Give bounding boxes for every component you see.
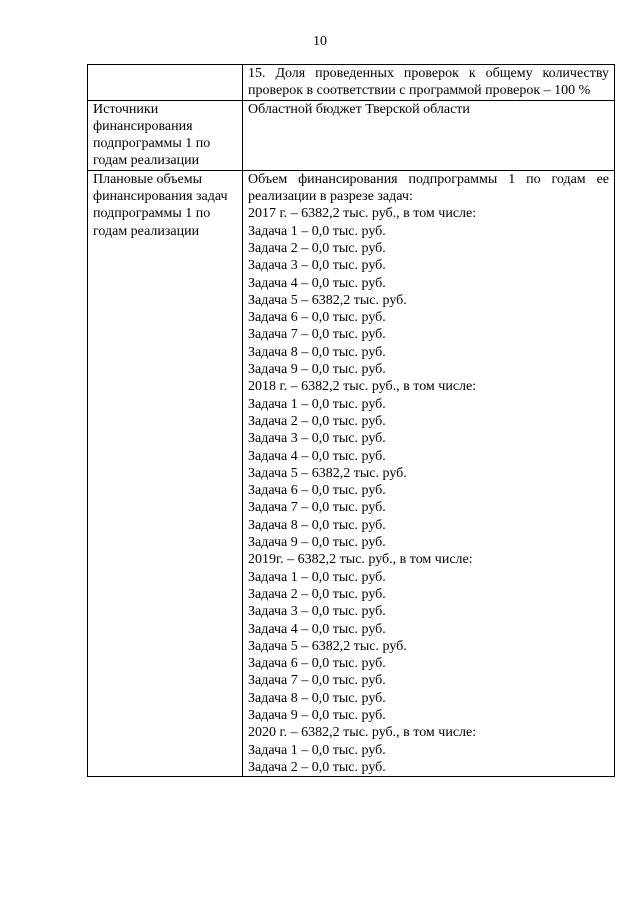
table-row xyxy=(88,100,615,170)
task-line: Задача 5 – 6382,2 тыс. руб. xyxy=(248,292,407,308)
table-row xyxy=(88,170,615,776)
task-line: Задача 2 – 0,0 тыс. руб. xyxy=(248,413,386,429)
task-line: Задача 9 – 0,0 тыс. руб. xyxy=(248,707,386,723)
task-line: Задача 5 – 6382,2 тыс. руб. xyxy=(248,638,407,654)
task-line: Задача 4 – 0,0 тыс. руб. xyxy=(248,448,386,464)
financing-intro: Объем финансирования подпрограммы 1 по годам ее реализации в разрезе задач: xyxy=(248,171,609,205)
years-list xyxy=(248,205,609,776)
task-line: Задача 7 – 0,0 тыс. руб. xyxy=(248,500,386,516)
row-label: Источники финансирования подпрограммы 1 по годам реализации xyxy=(88,100,243,170)
task-line: Задача 1 – 0,0 тыс. руб. xyxy=(248,396,386,412)
task-line: Задача 7 – 0,0 тыс. руб. xyxy=(248,673,386,689)
task-line: Задача 9 – 0,0 тыс. руб. xyxy=(248,362,386,378)
task-line: Задача 8 – 0,0 тыс. руб. xyxy=(248,517,386,533)
passport-table xyxy=(87,64,615,777)
year-header: 2018 г. – 6382,2 тыс. руб., в том числе: xyxy=(248,379,477,395)
task-line: Задача 3 – 0,0 тыс. руб. xyxy=(248,431,386,447)
task-line: Задача 2 – 0,0 тыс. руб. xyxy=(248,240,386,256)
task-line: Задача 6 – 0,0 тыс. руб. xyxy=(248,656,386,672)
row-label xyxy=(88,65,243,101)
task-line: Задача 1 – 0,0 тыс. руб. xyxy=(248,742,386,758)
task-line: Задача 4 – 0,0 тыс. руб. xyxy=(248,621,386,637)
task-line: Задача 5 – 6382,2 тыс. руб. xyxy=(248,465,407,481)
task-line: Задача 7 – 0,0 тыс. руб. xyxy=(248,327,386,343)
task-line: Задача 6 – 0,0 тыс. руб. xyxy=(248,483,386,499)
task-line: Задача 2 – 0,0 тыс. руб. xyxy=(248,586,386,602)
year-header: 2019г. – 6382,2 тыс. руб., в том числе: xyxy=(248,552,473,568)
task-line: Задача 9 – 0,0 тыс. руб. xyxy=(248,535,386,551)
task-line: Задача 3 – 0,0 тыс. руб. xyxy=(248,604,386,620)
row-label: Плановые объемы финансирования задач подпрограммы 1 по годам реализации xyxy=(88,170,243,776)
task-line: Задача 8 – 0,0 тыс. руб. xyxy=(248,344,386,360)
row-content: Областной бюджет Тверской области xyxy=(243,100,615,170)
table-row xyxy=(88,65,615,101)
year-header: 2020 г. – 6382,2 тыс. руб., в том числе: xyxy=(248,725,477,741)
task-line: Задача 3 – 0,0 тыс. руб. xyxy=(248,258,386,274)
task-line: Задача 4 – 0,0 тыс. руб. xyxy=(248,275,386,291)
task-line: Задача 2 – 0,0 тыс. руб. xyxy=(248,759,386,775)
task-line: Задача 1 – 0,0 тыс. руб. xyxy=(248,223,386,239)
task-line: Задача 6 – 0,0 тыс. руб. xyxy=(248,310,386,326)
row-content: 15. Доля проведенных проверок к общему количеству проверок в соответствии с программой проверок – 100 % xyxy=(243,65,615,101)
task-line: Задача 1 – 0,0 тыс. руб. xyxy=(248,569,386,585)
task-line: Задача 8 – 0,0 тыс. руб. xyxy=(248,690,386,706)
financing-breakdown xyxy=(243,170,615,776)
year-header: 2017 г. – 6382,2 тыс. руб., в том числе: xyxy=(248,206,477,222)
page-number: 10 xyxy=(313,34,327,49)
